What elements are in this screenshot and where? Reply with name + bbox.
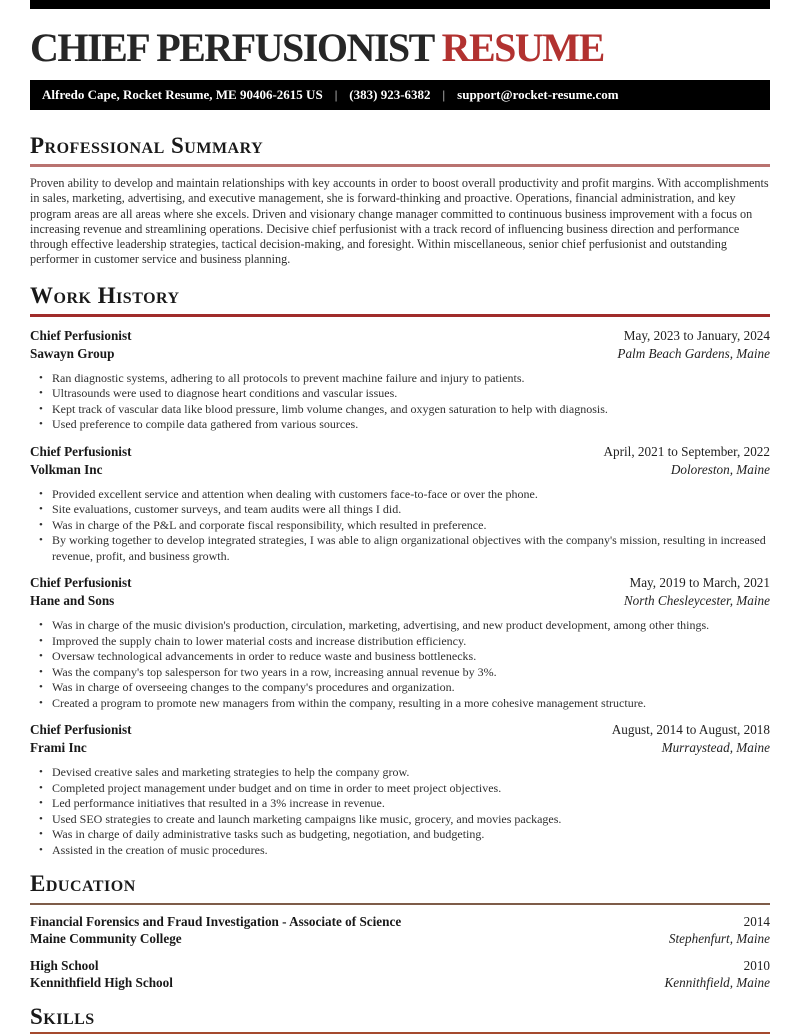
section-work-history (30, 282, 770, 859)
job-company: Sawayn Group (30, 345, 115, 361)
job-bullet: • Site evaluations, customer surveys, and team audits were all things I did. (30, 502, 770, 518)
job-bullet: • Devised creative sales and marketing strategies to help the company grow. (30, 765, 770, 781)
job-bullet: • Ultrasounds were used to diagnose heart conditions and vascular issues. (30, 386, 770, 402)
education-year: 2014 (743, 914, 770, 930)
job-bullet: • By working together to develop integrated strategies, I was able to align organizational objectives with the company's mission, resulting in increased revenue, profit, and business growth. (30, 533, 770, 564)
education-degree-row (30, 957, 770, 974)
job-entry (30, 443, 770, 565)
section-professional-summary (30, 132, 770, 268)
job-bullet-list (30, 618, 770, 711)
resume-title-accent: RESUME (441, 25, 604, 70)
contact-separator: | (334, 87, 338, 102)
job-company-row (30, 592, 770, 610)
job-bullet: • Was the company's top salesperson for two years in a row, increasing annual revenue by 3%. (30, 665, 770, 681)
job-bullet: • Created a program to promote new managers from within the company, resulting in a more cohesive management structure. (30, 696, 770, 712)
education-degree: Financial Forensics and Fraud Investigation - Associate of Science (30, 914, 402, 930)
job-title-row (30, 574, 770, 592)
education-degree-row (30, 913, 770, 930)
job-bullet: • Oversaw technological advancements in order to reduce waste and business bottlenecks. (30, 649, 770, 665)
job-bullet: • Completed project management under budget and on time in order to meet project objectives. (30, 781, 770, 797)
job-company: Volkman Inc (30, 461, 103, 477)
education-degree: High School (30, 958, 99, 974)
summary-text: Proven ability to develop and maintain relationships with key accounts in order to boost overall productivity and profit margins. With accomplishments in sales, marketing, advertising, and executive management, she is forward-thinking and proactive. Operations, financial administration, and key program areas are all areas where she excels. Driven and visionary change manager committed to continuous business improvement with a focus on increasing revenue and streamlining operations. Decisive chief perfusionist with a track record of influencing business direction and performance through effective leadership strategies, tactical decision-making, and foresight. Within miscellaneous, senior chief perfusionist and outstanding performer in customer service and business planning. (30, 176, 769, 267)
job-dates: May, 2023 to January, 2024 (623, 327, 770, 343)
education-school-row (30, 974, 770, 991)
skills-divider (30, 1032, 770, 1034)
job-bullet-list (30, 765, 770, 858)
job-title-row (30, 443, 770, 461)
job-dates: May, 2019 to March, 2021 (629, 575, 770, 591)
resume-title (30, 25, 770, 71)
job-bullet-list (30, 487, 770, 565)
job-location: Doloreston, Maine (670, 461, 770, 477)
job-bullet: • Led performance initiatives that resulted in a 3% increase in revenue. (30, 796, 770, 812)
job-company-row (30, 345, 770, 363)
job-location: Murraystead, Maine (661, 740, 770, 756)
contact-address: Alfredo Cape, Rocket Resume, ME 90406-2615 US (42, 87, 323, 102)
job-bullet: • Kept track of vascular data like blood pressure, limb volume changes, and oxygen saturation to help with diagnosis. (30, 402, 770, 418)
contact-email: support@rocket-resume.com (457, 87, 619, 102)
job-bullet: • Provided excellent service and attention when dealing with customers face-to-face or over the phone. (30, 487, 770, 503)
job-bullet: • Was in charge of overseeing changes to the company's procedures and organization. (30, 680, 770, 696)
job-company: Hane and Sons (30, 593, 115, 609)
job-bullet-list (30, 371, 770, 433)
job-title-row (30, 327, 770, 345)
job-company: Frami Inc (30, 740, 87, 756)
skills-heading: Skills (30, 1004, 95, 1030)
contact-phone: (383) 923-6382 (349, 87, 431, 102)
job-company-row (30, 461, 770, 479)
job-title: Chief Perfusionist (30, 722, 132, 738)
job-title: Chief Perfusionist (30, 327, 132, 343)
job-location: Palm Beach Gardens, Maine (617, 345, 770, 361)
job-entry (30, 721, 770, 858)
job-entry (30, 574, 770, 711)
summary-divider (30, 164, 770, 167)
job-dates: April, 2021 to September, 2022 (603, 443, 770, 459)
contact-bar (30, 80, 770, 110)
section-education (30, 870, 770, 991)
job-bullet: • Was in charge of daily administrative tasks such as budgeting, negotiation, and budgeting. (30, 827, 770, 843)
job-bullet: • Was in charge of the music division's production, circulation, marketing, advertising, and new product development, among other things. (30, 618, 770, 634)
section-skills (30, 1003, 770, 1034)
job-bullet: • Was in charge of the P&L and corporate fiscal responsibility, which resulted in preference. (30, 518, 770, 534)
education-location: Kennithfield, Maine (664, 975, 770, 991)
education-location: Stephenfurt, Maine (668, 931, 770, 947)
education-entry (30, 913, 770, 947)
job-dates: August, 2014 to August, 2018 (611, 722, 770, 738)
job-bullet: • Ran diagnostic systems, adhering to all protocols to prevent machine failure and injury to patients. (30, 371, 770, 387)
summary-heading: Professional Summary (30, 133, 264, 158)
job-bullet: • Used SEO strategies to create and launch marketing campaigns like music, grocery, and movies packages. (30, 812, 770, 828)
job-company-row (30, 739, 770, 757)
education-divider (30, 903, 770, 905)
job-bullet: • Improved the supply chain to lower material costs and increase distribution efficiency. (30, 634, 770, 650)
education-heading: Education (30, 871, 136, 897)
job-location: North Chesleycester, Maine (623, 593, 770, 609)
resume-title-role: CHIEF PERFUSIONIST (30, 25, 434, 70)
education-school-row (30, 930, 770, 947)
job-entry (30, 327, 770, 433)
education-school: Kennithfield High School (30, 975, 173, 991)
work-history-divider (30, 314, 770, 317)
education-year: 2010 (743, 958, 770, 974)
contact-separator: | (442, 87, 446, 102)
top-decoration-bar (30, 0, 770, 9)
education-school: Maine Community College (30, 931, 182, 947)
job-bullet: • Assisted in the creation of music procedures. (30, 843, 770, 859)
work-history-heading: Work History (30, 282, 180, 308)
job-title-row (30, 721, 770, 739)
job-bullet: • Used preference to compile data gathered from various sources. (30, 417, 770, 433)
job-title: Chief Perfusionist (30, 575, 132, 591)
education-entry (30, 957, 770, 991)
job-title: Chief Perfusionist (30, 443, 132, 459)
